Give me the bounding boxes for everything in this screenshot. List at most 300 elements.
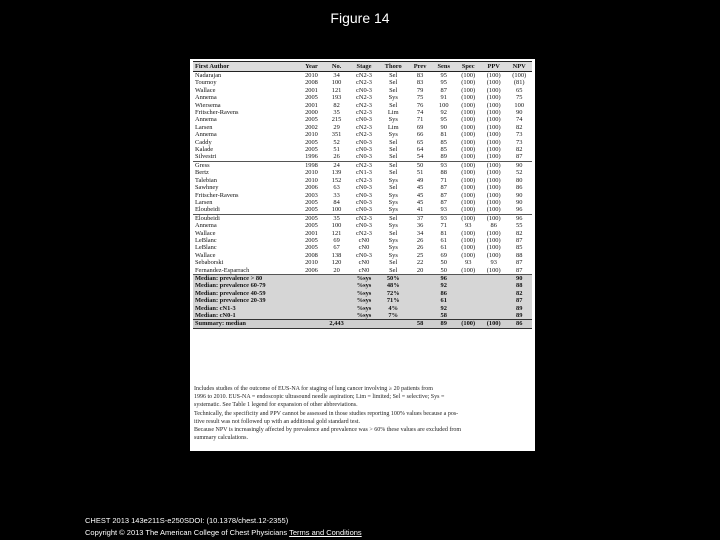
table-cell: cN2-3: [356, 94, 372, 102]
table-cell: 75: [416, 94, 424, 102]
table-cell: 86: [432, 290, 455, 297]
table-cell: Caddy: [195, 138, 212, 146]
table-cell: 2006: [305, 184, 318, 192]
table-cell: 35: [333, 109, 340, 117]
table-cell: cN0-3: [356, 222, 372, 230]
table-cell: Sys: [388, 116, 398, 124]
table-cell: cN0-3: [356, 198, 372, 206]
table-cell: 82: [506, 290, 532, 297]
table-cell: Sel: [389, 86, 398, 94]
table-cell: Eloubeidi: [195, 206, 220, 214]
table-row: [193, 312, 532, 320]
table-cell: 87: [516, 153, 523, 161]
table-cell: 69: [333, 236, 340, 244]
table-cell: 86: [516, 184, 523, 192]
table-cell: cN0: [358, 259, 370, 267]
table-cell: 2005: [305, 138, 318, 146]
table-cell: 93: [432, 161, 455, 169]
table-cell: Sys: [388, 251, 398, 259]
table-cell: LeBlanc: [195, 236, 217, 244]
table-cell: 215: [331, 116, 342, 124]
table-cell: Lim: [387, 123, 399, 131]
table-cell: 64: [416, 146, 424, 154]
figure-title: Figure 14: [330, 10, 390, 26]
table-cell: 92: [440, 109, 447, 117]
table-cell: 87: [440, 198, 447, 206]
table-cell: (100): [461, 116, 476, 124]
table-row: [193, 87, 532, 94]
table-cell: 2005: [305, 236, 318, 244]
table-cell: [299, 274, 323, 282]
table-cell: 1996: [305, 153, 318, 161]
table-cell: Sys: [388, 244, 398, 252]
table-cell: Wallace: [195, 229, 216, 237]
table-cell: 58: [408, 320, 432, 328]
table-cell: (100): [461, 109, 476, 117]
table-cell: 71: [440, 222, 447, 230]
table-cell: Median: cN0-1: [193, 312, 299, 320]
table-cell: Sel: [389, 72, 398, 79]
column-header: Prev: [408, 62, 432, 72]
table-row: [193, 124, 532, 131]
table-cell: [408, 305, 432, 312]
table-cell: 87: [440, 191, 447, 199]
table-cell: Sel: [389, 266, 398, 274]
table-row: [193, 274, 532, 282]
table-row: [193, 72, 532, 80]
table-cell: 76: [416, 101, 424, 109]
table-cell: Sel: [389, 146, 398, 154]
table-cell: 58: [432, 312, 455, 320]
table-cell: Sel: [378, 214, 408, 222]
table-cell: cN2-3: [356, 131, 372, 139]
table-cell: [481, 312, 506, 320]
table-cell: (100): [461, 236, 476, 244]
table-cell: 351: [331, 131, 342, 139]
table-cell: (100): [486, 169, 501, 177]
table-cell: [323, 297, 349, 304]
table-cell: 2010: [305, 131, 318, 139]
table-cell: cN2-3: [356, 123, 372, 131]
table-cell: (100): [461, 131, 476, 139]
table-cell: 82: [516, 123, 523, 131]
table-cell: 120: [331, 259, 342, 267]
table-cell: [408, 297, 432, 304]
table-cell: Gress: [193, 161, 299, 169]
table-cell: (100): [461, 176, 476, 184]
table-cell: 2005: [305, 116, 318, 124]
table-cell: (100): [486, 72, 501, 79]
table-cell: cN0-3: [356, 116, 372, 124]
table-cell: 82: [516, 229, 523, 237]
table-cell: (100): [486, 131, 501, 139]
table-cell: 72%: [378, 290, 408, 297]
table-cell: (100): [461, 198, 476, 206]
table-cell: Sawhney: [195, 184, 219, 192]
table-cell: 81: [440, 229, 447, 237]
table-row: [193, 153, 532, 161]
table-cell: %sys: [350, 290, 379, 297]
table-cell: [481, 290, 506, 297]
table-cell: (100): [486, 229, 501, 237]
table-cell: 61: [432, 297, 455, 304]
footnote-line: itive result was not followed up with an additional gold standard test.: [194, 418, 360, 425]
table-cell: (100): [455, 214, 480, 222]
table-cell: 2001: [305, 86, 318, 94]
table-row: [193, 184, 532, 191]
table-cell: [408, 282, 432, 289]
table-cell: 51: [333, 146, 340, 154]
table-cell: 96: [516, 206, 523, 214]
table-cell: 83: [416, 72, 424, 79]
table-cell: %sys: [350, 274, 379, 282]
table-header-row: [193, 62, 532, 72]
table-cell: 87: [440, 184, 447, 192]
table-cell: (100): [461, 244, 476, 252]
table-cell: (100): [461, 86, 476, 94]
table-cell: (100): [512, 72, 527, 79]
table-cell: Sel: [389, 138, 398, 146]
table-row: [193, 259, 532, 266]
table-cell: 93: [490, 259, 497, 267]
table-cell: %sys: [350, 312, 379, 320]
table-cell: [323, 282, 349, 289]
table-cell: (100): [461, 138, 476, 146]
table-cell: (100): [486, 153, 501, 161]
table-cell: cN1-3: [356, 169, 372, 177]
table-cell: 89: [506, 312, 532, 320]
table-cell: 100: [438, 101, 449, 109]
footnote-line: summary calculations.: [194, 435, 248, 442]
table-cell: Sel: [389, 184, 398, 192]
table-cell: 90: [516, 198, 523, 206]
table-cell: (100): [461, 251, 476, 259]
table-cell: cN0-3: [356, 206, 372, 214]
table-cell: cN2-3: [356, 79, 372, 87]
table-cell: 91: [440, 94, 447, 102]
table-cell: 7%: [378, 312, 408, 320]
table-cell: 74: [416, 109, 424, 117]
table-cell: Annema: [195, 131, 217, 139]
table-cell: Sebaborski: [195, 259, 224, 267]
table-cell: (100): [486, 206, 501, 214]
table-cell: (100): [461, 184, 476, 192]
table-cell: 85: [516, 244, 523, 252]
table-cell: 96: [432, 274, 455, 282]
table-cell: cN2-3: [356, 109, 372, 117]
table-row: [193, 109, 532, 116]
table-cell: [408, 290, 432, 297]
copyright-line: [85, 528, 362, 537]
table-row: [193, 199, 532, 206]
table-cell: 88: [440, 169, 447, 177]
table-cell: Sel: [389, 101, 398, 109]
table-cell: Wiersema: [195, 101, 221, 109]
table-cell: 93: [440, 206, 447, 214]
table-cell: Sel: [389, 259, 398, 267]
table-row: [193, 267, 532, 275]
data-table: [193, 61, 532, 329]
table-row: [193, 230, 532, 237]
table-cell: [455, 282, 480, 289]
table-cell: Annema: [195, 116, 217, 124]
table-cell: [455, 312, 480, 320]
column-header: Thoro: [378, 62, 408, 72]
table-cell: Sys: [388, 222, 398, 230]
table-cell: [378, 320, 408, 328]
table-cell: Wallace: [195, 251, 216, 259]
footnote-line: Includes studies of the outcome of EUS-NA for staging of lung cancer involving ≥ 20 patients from: [194, 386, 433, 392]
table-cell: 52: [333, 138, 340, 146]
table-cell: 2002: [305, 123, 318, 131]
table-cell: 25: [416, 251, 424, 259]
table-cell: 90: [516, 109, 523, 117]
table-cell: Sys: [388, 176, 398, 184]
table-cell: 2010: [305, 259, 318, 267]
table-cell: 29: [333, 123, 340, 131]
table-cell: 49: [416, 176, 424, 184]
table-cell: Sys: [388, 206, 398, 214]
table-row: [193, 161, 532, 169]
column-header: Sens: [432, 62, 455, 72]
table-cell: 69: [416, 123, 424, 131]
table-cell: 34: [333, 72, 340, 79]
table-cell: 51: [416, 169, 424, 177]
citation: CHEST 2013 143e211S-e250SDOI: (10.1378/chest.12-2355): [85, 516, 289, 525]
table-cell: 26: [333, 153, 340, 161]
table-cell: (100): [461, 79, 476, 87]
table-cell: (100): [461, 72, 476, 79]
table-row: [193, 94, 532, 101]
table-cell: (100): [486, 79, 501, 87]
table-cell: 71: [416, 116, 424, 124]
table-cell: Sys: [388, 198, 398, 206]
table-cell: (100): [486, 86, 501, 94]
table-cell: 83: [416, 79, 424, 87]
table-cell: 79: [416, 86, 424, 94]
table-cell: 73: [516, 138, 523, 146]
table-cell: 2005: [305, 146, 318, 154]
table-cell: 45: [416, 198, 424, 206]
table-cell: 61: [440, 244, 447, 252]
footnote-line: 1996 to 2010. EUS-NA = endoscopic ultrasound needle aspiration; Lim = limited; Sel = selective; Sys =: [194, 394, 445, 401]
table-cell: (100): [486, 109, 501, 117]
table-cell: 95: [440, 72, 447, 79]
table-cell: (100): [461, 229, 476, 237]
table-cell: 24: [323, 161, 349, 169]
table-cell: 50: [440, 259, 447, 267]
table-cell: (100): [486, 198, 501, 206]
terms-link[interactable]: Terms and Conditions: [289, 528, 362, 537]
table-cell: Bertz: [195, 169, 209, 177]
table-cell: LeBlanc: [195, 244, 217, 252]
table-cell: Median: prevalence 60-79: [193, 282, 299, 289]
table-cell: [323, 290, 349, 297]
table-cell: (100): [486, 116, 501, 124]
table-cell: 82: [333, 101, 340, 109]
table-cell: 2003: [305, 191, 318, 199]
table-cell: 2010: [305, 72, 318, 79]
table-cell: Sys: [388, 131, 398, 139]
table-cell: [323, 312, 349, 320]
table-cell: 89: [432, 320, 455, 328]
table-cell: 100: [331, 79, 342, 87]
table-cell: 2005: [305, 206, 318, 214]
table-cell: 71: [440, 176, 447, 184]
table-cell: 2008: [305, 79, 318, 87]
table-cell: (100): [486, 94, 501, 102]
table-cell: 193: [331, 94, 342, 102]
table-cell: Fritscher-Ravens: [195, 109, 239, 117]
table-cell: Median: prevalence 20-39: [193, 297, 299, 304]
table-cell: cN0-3: [356, 251, 372, 259]
table-row: [193, 206, 532, 214]
table-cell: 63: [333, 184, 340, 192]
table-cell: 85: [440, 146, 447, 154]
table-cell: 75: [516, 94, 523, 102]
table-cell: (100): [461, 206, 476, 214]
table-cell: cN0-3: [356, 184, 372, 192]
table-cell: Kalade: [195, 146, 214, 154]
table-cell: (100): [461, 153, 476, 161]
table-cell: 90: [506, 274, 532, 282]
table-cell: 50: [440, 266, 447, 274]
column-header: NPV: [506, 62, 532, 72]
table-cell: [481, 297, 506, 304]
table-cell: cN2-3: [356, 176, 372, 184]
table-cell: Sel: [389, 229, 398, 237]
table-cell: cN0-3: [356, 153, 372, 161]
table-row: [193, 192, 532, 199]
table-cell: (100): [481, 161, 506, 169]
table-cell: [323, 305, 349, 312]
table-cell: 92: [432, 282, 455, 289]
table-cell: 100: [514, 101, 525, 109]
table-cell: 22: [416, 259, 424, 267]
table-cell: [299, 290, 323, 297]
table-cell: Fritscher-Ravens: [195, 191, 239, 199]
table-cell: 48%: [378, 282, 408, 289]
table-cell: 86: [506, 320, 532, 328]
table-cell: cN2-3: [356, 72, 372, 79]
table-cell: 95: [440, 116, 447, 124]
table-cell: Sel: [389, 153, 398, 161]
table-cell: cN2-3: [356, 101, 372, 109]
table-cell: Median: prevalence 40-59: [193, 290, 299, 297]
table-cell: 90: [440, 123, 447, 131]
table-cell: (100): [455, 161, 480, 169]
table-cell: 90: [506, 161, 532, 169]
table-cell: 45: [416, 184, 424, 192]
table-cell: 1998: [299, 161, 323, 169]
table-row: [193, 305, 532, 312]
copyright-text: Copyright © 2013 The American College of Chest Physicians: [85, 528, 288, 537]
table-row: [193, 237, 532, 244]
table-cell: 65: [516, 86, 523, 94]
table-cell: 89: [440, 153, 447, 161]
table-cell: Sel: [389, 169, 398, 177]
table-cell: Nadarajan: [195, 72, 222, 79]
table-cell: 2001: [305, 229, 318, 237]
table-row: [193, 244, 532, 251]
table-cell: 152: [331, 176, 342, 184]
table-cell: 87: [516, 266, 523, 274]
table-cell: 73: [516, 131, 523, 139]
table-row: [193, 146, 532, 153]
table-cell: (100): [461, 101, 476, 109]
table-row: [193, 290, 532, 297]
table-row: [193, 116, 532, 123]
table-cell: [481, 274, 506, 282]
table-cell: 54: [416, 153, 424, 161]
table-cell: 93: [465, 259, 472, 267]
table-cell: Annema: [195, 222, 217, 230]
table-cell: 33: [333, 191, 340, 199]
table-cell: cN0-3: [356, 191, 372, 199]
table-cell: 96: [506, 214, 532, 222]
table-cell: 67: [333, 244, 340, 252]
table-cell: 84: [333, 198, 340, 206]
table-cell: Sel: [389, 79, 398, 87]
table-cell: 81: [440, 131, 447, 139]
table-cell: [455, 274, 480, 282]
table-cell: Larsen: [195, 198, 213, 206]
table-cell: cN0: [358, 266, 370, 274]
table-cell: (100): [486, 236, 501, 244]
table-cell: 65: [416, 138, 424, 146]
column-header: PPV: [481, 62, 506, 72]
table-cell: cN2-3: [350, 214, 379, 222]
table-cell: cN2-3: [350, 161, 379, 169]
table-cell: Wallace: [195, 86, 216, 94]
table-cell: [299, 282, 323, 289]
table-cell: 50: [408, 161, 432, 169]
table-cell: 87: [516, 259, 523, 267]
table-cell: (100): [481, 214, 506, 222]
table-cell: [299, 297, 323, 304]
table-cell: [408, 312, 432, 320]
table-row: [193, 79, 532, 86]
footnote-line: systematic. See Table 1 legend for expansion of other abbreviations.: [194, 402, 358, 409]
footnote-line: Technically, the specificity and PPV cannot be assessed in those studies reporting 100% values because a pos-: [194, 410, 459, 417]
table-cell: 55: [516, 222, 523, 230]
table-cell: Tournoy: [195, 79, 217, 87]
table-cell: 26: [416, 236, 424, 244]
table-cell: %sys: [350, 297, 379, 304]
table-cell: 20: [416, 266, 424, 274]
table-cell: [299, 312, 323, 320]
table-cell: Fernandez-Esparrach: [195, 266, 250, 274]
table-cell: [455, 297, 480, 304]
table-cell: 71%: [378, 297, 408, 304]
table-cell: 92: [432, 305, 455, 312]
table-cell: 139: [331, 169, 342, 177]
table-cell: 88: [516, 251, 523, 259]
table-cell: 26: [416, 244, 424, 252]
table-cell: Annema: [195, 94, 217, 102]
table-row: [193, 131, 532, 138]
table-cell: 45: [416, 191, 424, 199]
table-cell: Sel: [378, 161, 408, 169]
table-cell: (100): [461, 266, 476, 274]
column-header: Year: [299, 62, 323, 72]
table-row: [193, 252, 532, 259]
table-cell: 100: [331, 206, 342, 214]
table-cell: 87: [516, 236, 523, 244]
table-cell: (100): [486, 184, 501, 192]
table-cell: 2005: [305, 94, 318, 102]
table-cell: (100): [486, 251, 501, 259]
